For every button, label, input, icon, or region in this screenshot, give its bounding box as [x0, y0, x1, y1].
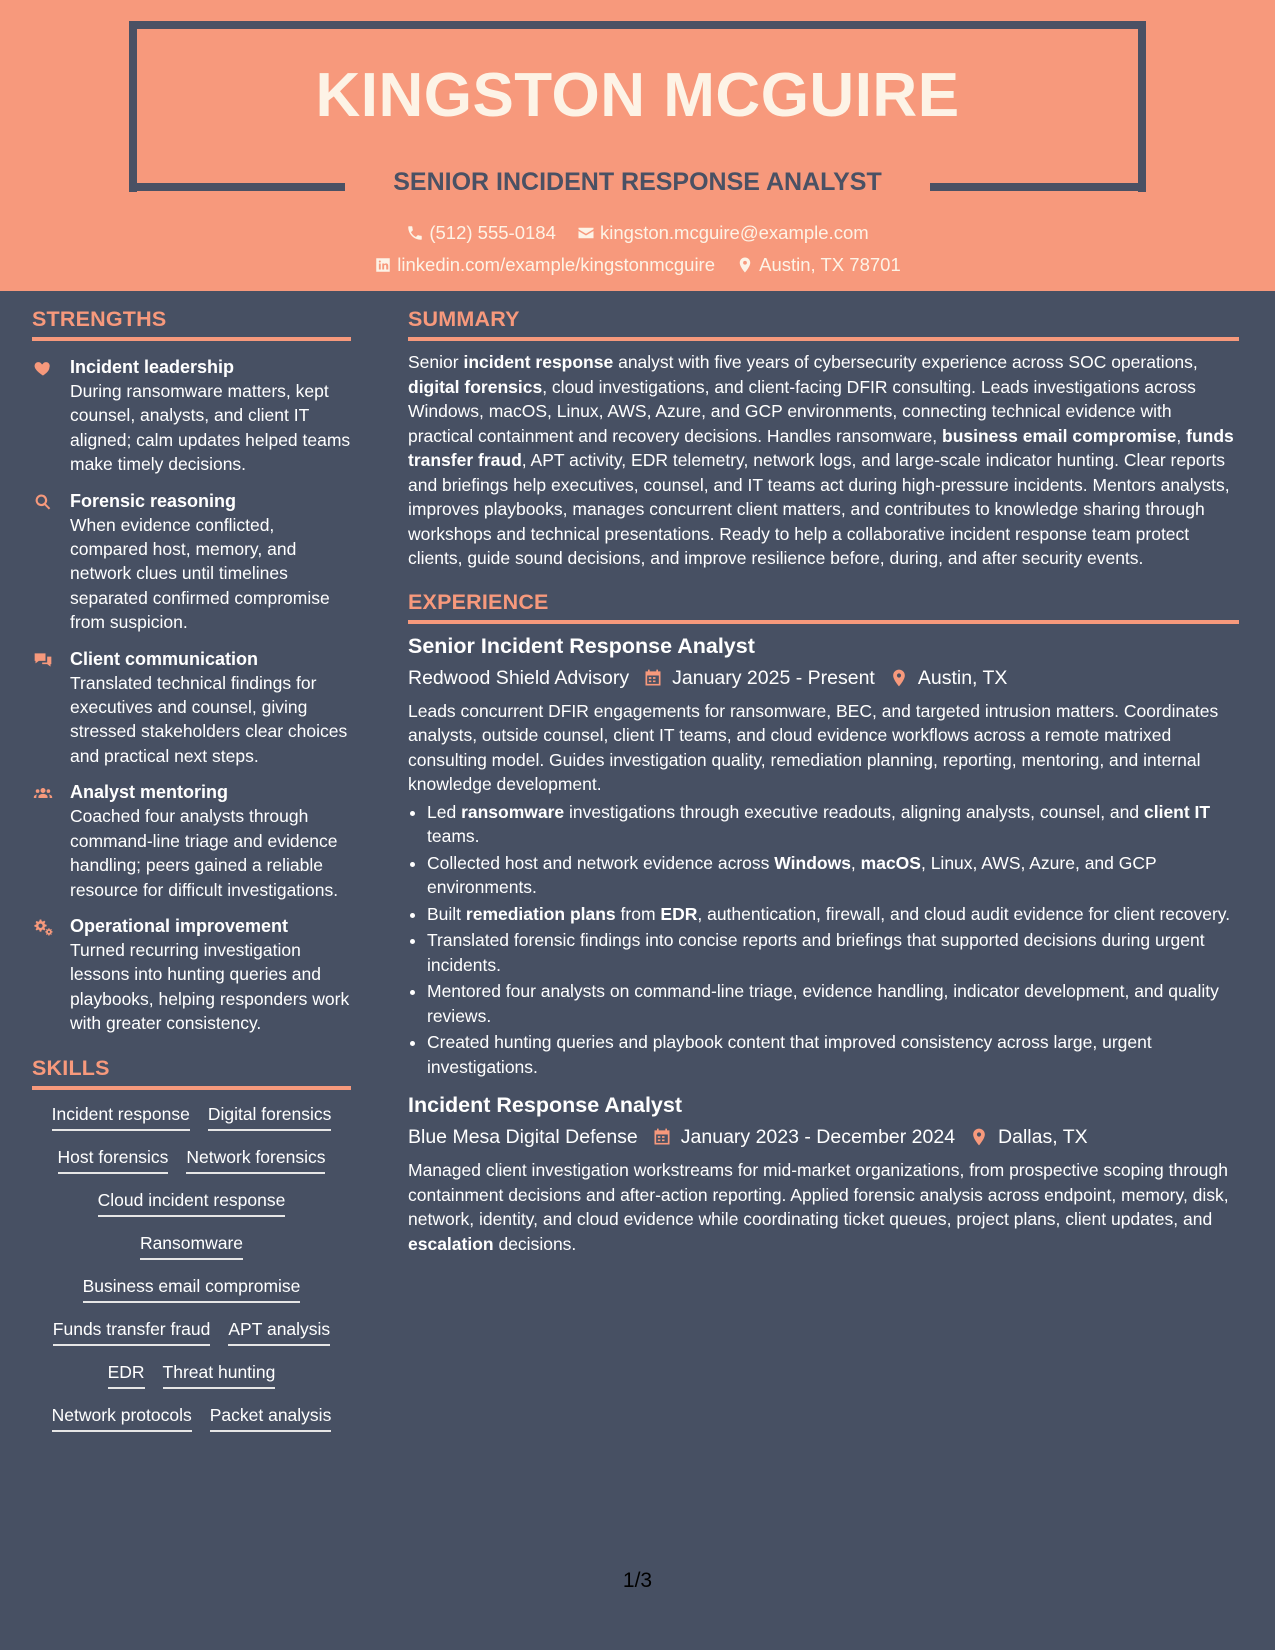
text-segment: Mentored four analysts on command-line triage, evidence handling, indicator development, and quality reviews. — [427, 981, 1219, 1026]
job-dates: January 2025 - Present — [672, 666, 875, 689]
job-dates-wrap — [643, 665, 875, 691]
job-bullets — [408, 800, 1239, 1080]
strength-title: Incident leadership — [70, 357, 235, 377]
text-segment: Senior — [408, 352, 464, 372]
users-icon — [32, 783, 54, 803]
map-pin-icon — [889, 667, 909, 689]
skill-tag: Packet analysis — [210, 1403, 332, 1432]
candidate-name: KINGSTON MCGUIRE — [315, 61, 960, 130]
job-location: Dallas, TX — [998, 1126, 1088, 1148]
location-text: Austin, TX 78701 — [759, 254, 901, 276]
skill-tag: EDR — [108, 1360, 145, 1389]
text-segment: teams. — [427, 826, 480, 846]
skill-tag: APT analysis — [228, 1317, 330, 1346]
bold-text: remediation plans — [465, 903, 616, 924]
strength-desc: Turned recurring investigation lessons into hunting queries and playbooks, helping responders work with greater consistency. — [70, 939, 350, 1034]
job-location-wrap — [969, 1124, 1088, 1150]
skill-tag: Digital forensics — [208, 1102, 332, 1131]
experience-heading: EXPERIENCE — [408, 590, 1239, 624]
text-segment: Created hunting queries and playbook content that improved consistency across large, urgent investigations. — [427, 1032, 1152, 1077]
job-bullet — [427, 851, 1239, 900]
bold-text: incident response — [463, 352, 614, 372]
strength-body — [70, 914, 351, 1036]
skills-row — [32, 1231, 351, 1260]
strength-item — [32, 914, 351, 1036]
envelope-icon — [577, 224, 595, 242]
strength-title: Operational improvement — [70, 915, 289, 936]
strength-body — [70, 647, 351, 769]
calendar-icon — [643, 667, 663, 689]
skill-tag: Cloud incident response — [98, 1188, 286, 1217]
strength-title: Client communication — [70, 648, 259, 669]
skill-tag: Business email compromise — [83, 1274, 301, 1303]
job-company: Redwood Shield Advisory — [408, 666, 630, 689]
strength-title: Forensic reasoning — [70, 490, 237, 511]
strength-desc: During ransomware matters, kept counsel, analysts, and client IT aligned; calm updates helped teams make timely decisions. — [70, 381, 351, 475]
strength-icon-wrap — [32, 914, 70, 1036]
skills-row — [32, 1274, 351, 1303]
text-segment: decisions. — [493, 1233, 577, 1254]
job-entry — [408, 1091, 1239, 1256]
contact-linkedin[interactable] — [374, 254, 715, 276]
text-segment: Translated forensic findings into concise reports and briefings that supported decisions during urgent incidents. — [427, 930, 1205, 975]
skills-row — [32, 1317, 351, 1346]
text-segment: Leads concurrent DFIR engagements for ransomware, BEC, and targeted intrusion matters. Coordinates analysts, outside counsel, client IT teams, and cloud evidence workflows across a remote matrixed consulting model. Guides investigation quality, remediation planning, reporting, mentoring, and internal knowledge development. — [408, 700, 1219, 794]
bold-text: Windows — [774, 852, 851, 873]
bold-text: client IT — [1143, 801, 1211, 822]
job-company-wrap — [408, 1124, 638, 1150]
strength-body — [70, 489, 351, 635]
strength-icon-wrap — [32, 489, 70, 635]
bold-text: funds transfer fraud — [408, 425, 1234, 470]
skills-heading: SKILLS — [32, 1056, 351, 1090]
bold-text: escalation — [408, 1233, 494, 1254]
job-meta — [408, 665, 1239, 691]
strength-desc: Coached four analysts through command-line triage and evidence handling; peers gained a reliable resource for difficult investigations. — [70, 806, 339, 900]
skill-tag: Network protocols — [52, 1403, 192, 1432]
skill-tag: Ransomware — [140, 1231, 243, 1260]
candidate-title: SENIOR INCIDENT RESPONSE ANALYST — [393, 168, 882, 196]
bold-text: digital forensics — [408, 376, 543, 397]
text-segment: , APT activity, EDR telemetry, network logs, and large-scale indicator hunting. Clear reports and briefings help executives, counsel, and IT teams act during high-pressure incidents. Mentors analysts, improves playbooks, manages concurrent client matters, and contributes to knowledge sharing through workshops and technical presentations. Ready to help a collaborative incident response team protect clients, guide sound decisions, and improve resilience before, during, and after security events. — [408, 450, 1230, 568]
job-title: Senior Incident Response Analyst — [408, 633, 755, 658]
job-bullet — [427, 979, 1239, 1028]
text-segment: Led — [427, 801, 462, 822]
strength-item — [32, 780, 351, 902]
skill-tag: Funds transfer fraud — [53, 1317, 211, 1346]
contact-line-2 — [0, 253, 1275, 276]
skills-row — [32, 1145, 351, 1174]
email-text[interactable]: kingston.mcguire@example.com — [600, 222, 869, 244]
text-segment: , — [850, 852, 861, 873]
job-description — [408, 1158, 1239, 1256]
strength-item — [32, 355, 351, 477]
strengths-list — [32, 355, 351, 1036]
text-segment: investigations through executive readouts, aligning analysts, counsel, and — [564, 801, 1144, 822]
job-description — [408, 699, 1239, 797]
bold-text: EDR — [660, 903, 698, 924]
job-title: Incident Response Analyst — [408, 1093, 682, 1117]
strength-item — [32, 489, 351, 635]
contact-location — [736, 254, 901, 276]
summary-heading: SUMMARY — [408, 307, 1239, 341]
text-segment: Built — [427, 903, 466, 924]
resume-header — [0, 0, 1275, 291]
heart-icon — [32, 358, 54, 378]
phone-icon — [406, 224, 424, 242]
strength-item — [32, 647, 351, 769]
job-meta — [408, 1124, 1239, 1150]
skill-tag: Network forensics — [186, 1145, 325, 1174]
chat-icon — [32, 650, 54, 670]
text-segment: from — [615, 903, 661, 924]
strength-title: Analyst mentoring — [70, 782, 229, 803]
map-pin-icon — [736, 256, 754, 274]
skills-row — [32, 1403, 351, 1432]
text-segment: , authentication, firewall, and cloud audit evidence for client recovery. — [697, 903, 1231, 924]
cogs-icon — [32, 917, 54, 937]
job-dates-wrap — [652, 1124, 955, 1150]
contact-phone — [406, 222, 556, 244]
job-company-wrap — [408, 665, 629, 691]
bold-text: ransomware — [461, 801, 565, 822]
strength-icon-wrap — [32, 647, 70, 769]
jobs-list — [408, 632, 1239, 1257]
job-bullet — [427, 1030, 1239, 1079]
skills-row — [32, 1188, 351, 1217]
strength-body — [70, 355, 351, 477]
skill-tag: Threat hunting — [163, 1360, 276, 1389]
bold-text: business email compromise — [942, 425, 1177, 446]
text-segment: Managed client investigation workstreams for mid-market organizations, from prospective scoping through containment decisions and after-action reporting. Applied forensic analysis across endpoint, memory, disk, network, identity, and cloud evidence while coordinating ticket queues, project plans, client updates, and — [408, 1160, 1229, 1229]
strength-body — [70, 780, 351, 902]
skills-list — [32, 1102, 351, 1432]
strength-icon-wrap — [32, 355, 70, 477]
text-segment: , — [1176, 425, 1187, 446]
job-location-wrap — [889, 665, 1008, 691]
contact-line-1 — [0, 221, 1275, 244]
skills-row — [32, 1102, 351, 1131]
text-segment: , cloud investigations, and client-facing DFIR consulting. Leads investigations across Windows, macOS, Linux, AWS, Azure, and GCP environments, connecting technical evidence with practical containment and recovery decisions. Handles ransomware, — [408, 376, 1196, 446]
job-location: Austin, TX — [917, 666, 1008, 689]
job-company: Blue Mesa Digital Defense — [408, 1126, 638, 1148]
search-icon — [32, 492, 54, 512]
calendar-icon — [652, 1126, 672, 1148]
summary-text — [408, 350, 1239, 571]
map-pin-icon — [969, 1126, 989, 1148]
linkedin-text[interactable]: linkedin.com/example/kingstonmcguire — [397, 254, 715, 276]
job-dates: January 2023 - December 2024 — [680, 1126, 956, 1148]
page-number: 1/3 — [622, 1569, 653, 1592]
phone-text: (512) 555-0184 — [429, 222, 556, 244]
left-column — [32, 307, 351, 1432]
strength-desc: Translated technical findings for executives and counsel, giving stressed stakeholders clear choices and practical next steps. — [70, 672, 348, 766]
skill-tag: Incident response — [52, 1102, 190, 1131]
text-segment: analyst with five years of cybersecurity experience across SOC operations, — [613, 352, 1198, 372]
job-bullet — [427, 902, 1239, 927]
strengths-heading: STRENGTHS — [32, 307, 351, 341]
skill-tag: Host forensics — [58, 1145, 169, 1174]
strength-desc: When evidence conflicted, compared host, memory, and network clues until timelines separated confirmed compromise from suspicion. — [70, 514, 330, 633]
linkedin-icon — [374, 256, 392, 274]
job-bullet — [427, 928, 1239, 977]
skills-row — [32, 1360, 351, 1389]
job-bullet — [427, 800, 1239, 849]
text-segment: Collected host and network evidence across — [427, 852, 775, 873]
bold-text: macOS — [860, 852, 921, 873]
contact-email[interactable] — [577, 222, 869, 244]
strength-icon-wrap — [32, 780, 70, 902]
text-segment: , Linux, AWS, Azure, and GCP environments. — [427, 852, 1157, 897]
job-entry — [408, 632, 1239, 1080]
right-column — [408, 307, 1239, 1256]
